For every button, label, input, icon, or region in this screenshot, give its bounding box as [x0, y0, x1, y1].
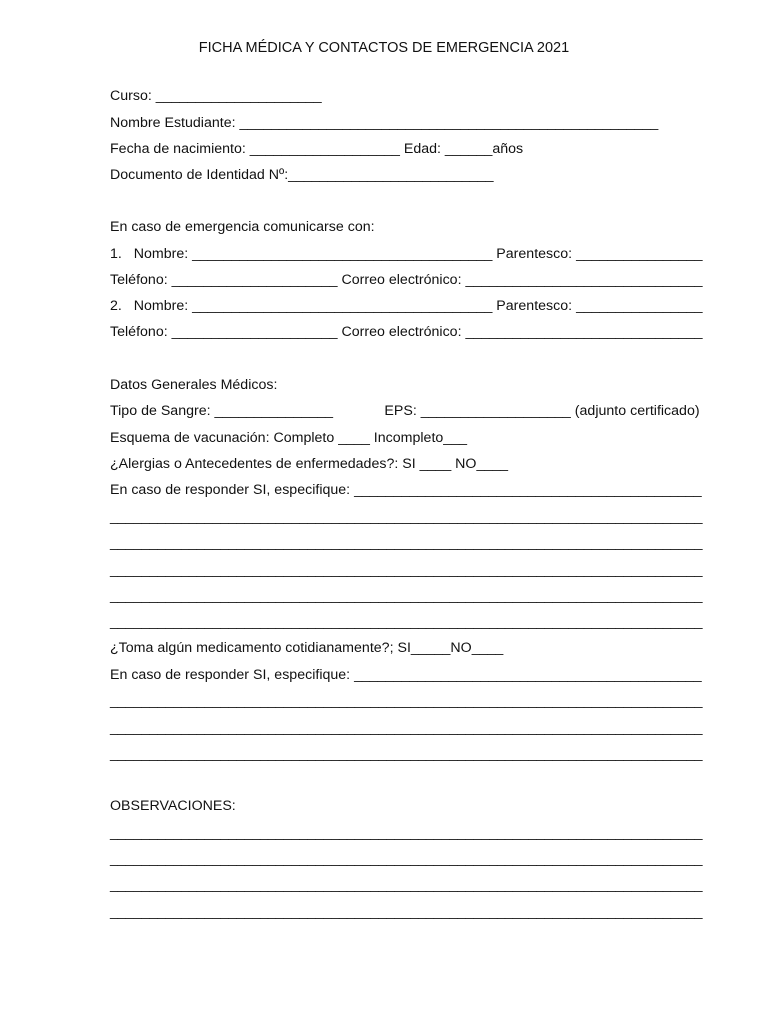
blood-type-eps-field: Tipo de Sangre: _______________ EPS: ___________________ (adjunto certificado): [110, 403, 700, 419]
blank-line: ___________________________________________________________________________: [110, 562, 703, 578]
blank-line: ___________________________________________________________________________: [110, 588, 703, 604]
contact-1-name-field: 1. Nombre: ______________________________________ Parentesco: ________________: [110, 246, 703, 262]
observations-heading: OBSERVACIONES:: [110, 798, 236, 814]
id-document-field: Documento de Identidad Nº:__________________________: [110, 167, 494, 183]
blank-line: ___________________________________________________________________________: [110, 851, 703, 867]
blank-line: ___________________________________________________________________________: [110, 746, 703, 762]
blank-line: ___________________________________________________________________________: [110, 904, 703, 920]
blank-line: ___________________________________________________________________________: [110, 693, 703, 709]
vaccination-field: Esquema de vacunación: Completo ____ Incompleto___: [110, 430, 467, 446]
contact-1-phone-email: Teléfono: _____________________ Correo electrónico: ______________________________: [110, 272, 703, 288]
contact-2-phone-email: Teléfono: _____________________ Correo electrónico: ______________________________: [110, 324, 703, 340]
blank-line: ___________________________________________________________________________: [110, 877, 703, 893]
blank-line: ___________________________________________________________________________: [110, 535, 703, 551]
medical-data-heading: Datos Generales Médicos:: [110, 377, 278, 393]
emergency-contact-heading: En caso de emergencia comunicarse con:: [110, 219, 375, 235]
form-title: FICHA MÉDICA Y CONTACTOS DE EMERGENCIA 2021: [198, 40, 570, 56]
blank-line: ___________________________________________________________________________: [110, 614, 703, 630]
birthdate-age-field: Fecha de nacimiento: ___________________ Edad: ______años: [110, 141, 524, 157]
blank-line: ___________________________________________________________________________: [110, 825, 703, 841]
allergies-specify-field: En caso de responder SI, especifique: ____________________________________________: [110, 482, 702, 498]
medication-question: ¿Toma algún medicamento cotidianamente?; SI_____NO____: [110, 640, 504, 656]
allergies-question: ¿Alergias o Antecedentes de enfermedades?: SI ____ NO____: [110, 456, 509, 472]
course-field: Curso: _____________________: [110, 88, 322, 104]
blank-line: ___________________________________________________________________________: [110, 509, 703, 525]
medication-specify-field: En caso de responder SI, especifique: ____________________________________________: [110, 667, 702, 683]
blank-line: ___________________________________________________________________________: [110, 720, 703, 736]
student-name-field: Nombre Estudiante: _____________________________________________________: [110, 115, 659, 131]
contact-2-name-field: 2. Nombre: ______________________________________ Parentesco: ________________: [110, 298, 703, 314]
